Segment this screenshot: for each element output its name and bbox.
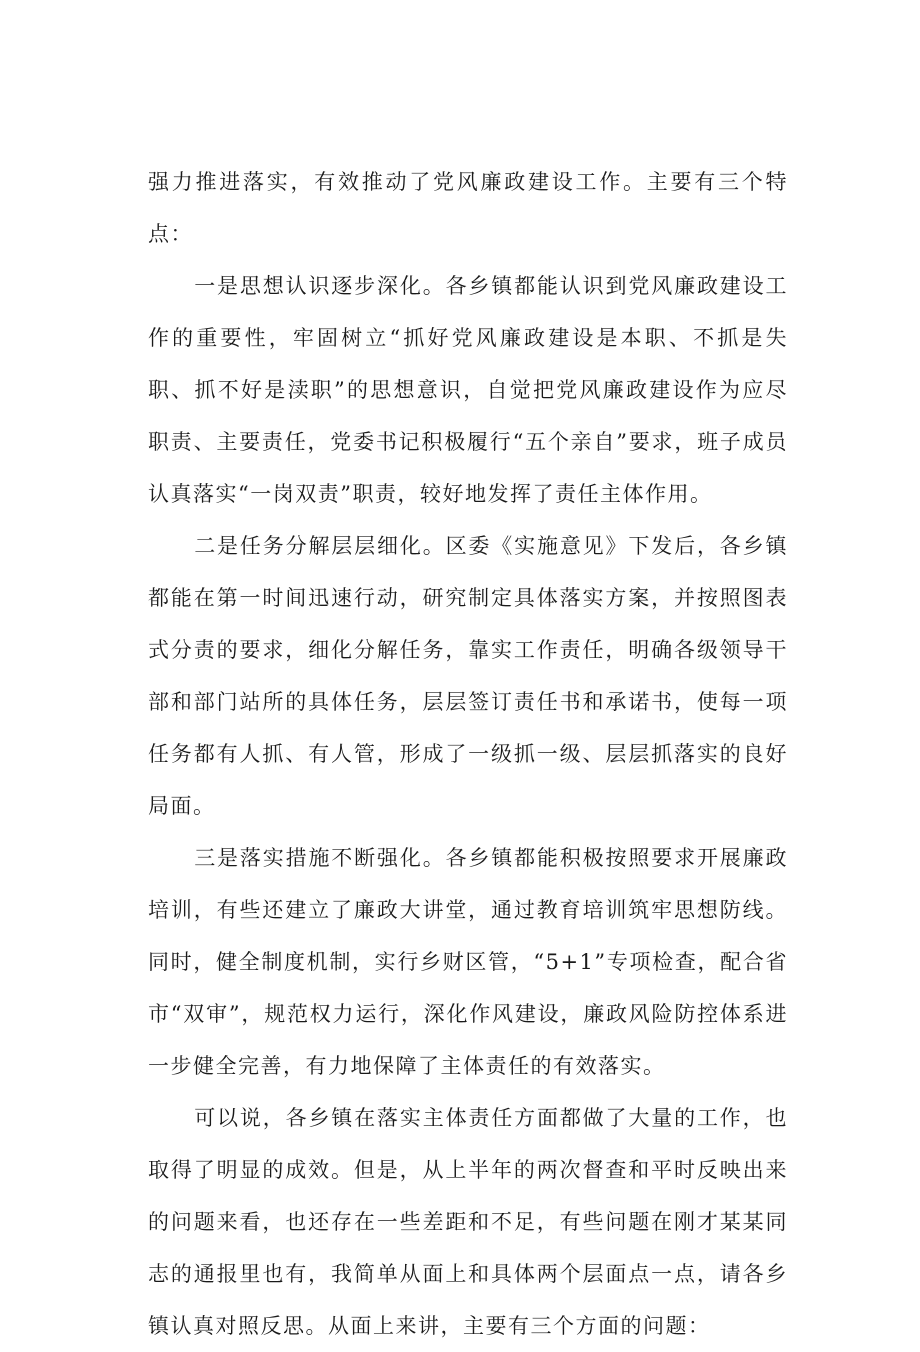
document-body [148, 156, 788, 1352]
paragraph-summary: 可以说，各乡镇在落实主体责任方面都做了大量的工作，也取得了明显的成效。但是，从上半年的两次督查和平时反映出来的问题来看，也还存在一些差距和不足，有些问题在刚才某某同志的通报里也有，我简单从面上和具体两个层面点一点，请各乡镇认真对照反思。从面上来讲，主要有三个方面的问题： [148, 1106, 788, 1338]
paragraph-point-one: 一是思想认识逐步深化。各乡镇都能认识到党风廉政建设工作的重要性，牢固树立“抓好党风廉政建设是本职、不抓是失职、抓不好是渎职”的思想意识，自觉把党风廉政建设作为应尽职责、主要责任，党委书记积极履行“五个亲自”要求，班子成员认真落实“一岗双责”职责，较好地发挥了责任主体作用。 [148, 274, 788, 506]
paragraph-intro: 强力推进落实，有效推动了党风廉政建设工作。主要有三个特点： [148, 170, 788, 246]
paragraph-point-three: 三是落实措施不断强化。各乡镇都能积极按照要求开展廉政培训，有些还建立了廉政大讲堂，通过教育培训筑牢思想防线。同时，健全制度机制，实行乡财区管，“5+1”专项检查，配合省市“双审”，规范权力运行，深化作风建设，廉政风险防控体系进一步健全完善，有力地保障了主体责任的有效落实。 [148, 846, 788, 1078]
paragraph-point-two: 二是任务分解层层细化。区委《实施意见》下发后，各乡镇都能在第一时间迅速行动，研究制定具体落实方案，并按照图表式分责的要求，细化分解任务，靠实工作责任，明确各级领导干部和部门站所的具体任务，层层签订责任书和承诺书，使每一项任务都有人抓、有人管，形成了一级抓一级、层层抓落实的良好局面。 [148, 534, 788, 818]
